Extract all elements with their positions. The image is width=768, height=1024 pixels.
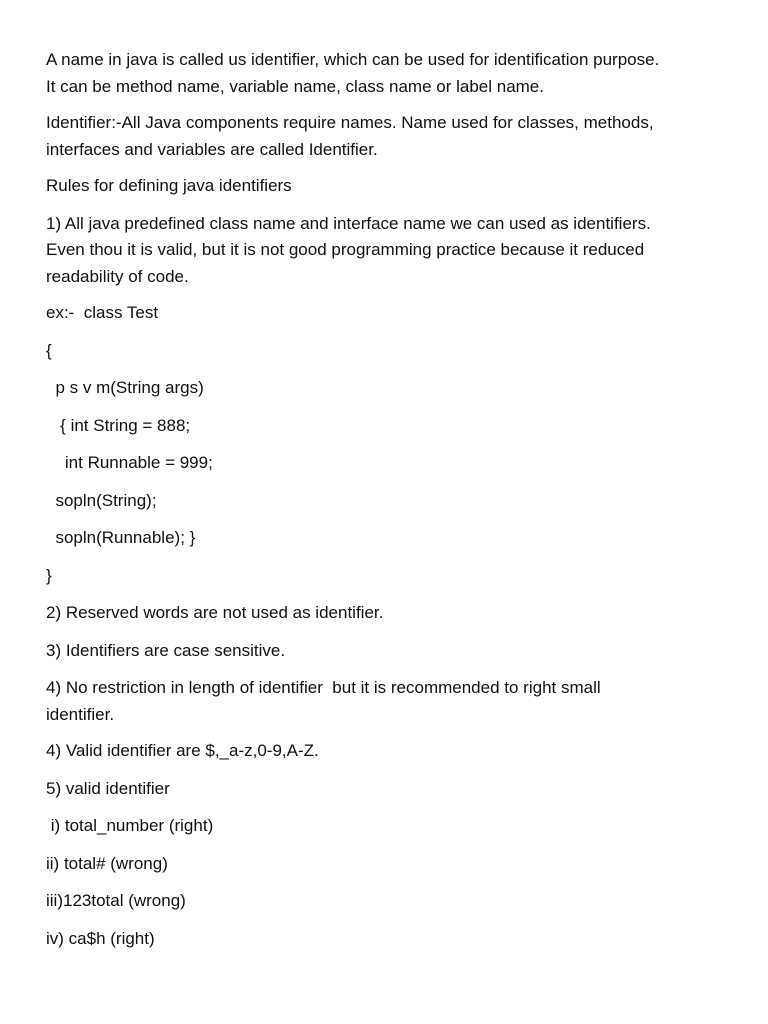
rule-2: 2) Reserved words are not used as identifier. (46, 603, 384, 622)
rule-4-length: 4) No restriction in length of identifier but it is recommended to right small identifier. (46, 678, 601, 724)
code-line: { (46, 340, 52, 360)
example-item: ii) total# (wrong) (46, 853, 168, 873)
example-item: iii)123total (wrong) (46, 891, 186, 910)
identifier-examples (46, 813, 746, 952)
document-page (46, 47, 746, 963)
example-item: i) total_number (right) (46, 816, 214, 835)
code-line: int Runnable = 999; (46, 453, 213, 472)
rule-1: 1) All java predefined class name and interface name we can used as identifiers. Even thou it is valid, but it is not good programming practice because it reduced readability of code. (46, 213, 651, 286)
code-line: } (46, 565, 52, 585)
rules-heading: Rules for defining java identifiers (46, 176, 292, 195)
code-line: sopln(Runnable); } (46, 528, 196, 547)
code-line: sopln(String); (46, 490, 157, 510)
rule-4-valid-chars: 4) Valid identifier are $,_a-z,0-9,A-Z. (46, 741, 319, 760)
rule-3: 3) Identifiers are case sensitive. (46, 640, 286, 660)
code-line: ex:- class Test (46, 303, 159, 322)
code-example (46, 300, 746, 589)
code-line: { int String = 888; (46, 415, 191, 435)
intro-paragraph: A name in java is called us identifier, which can be used for identification purpose. It can be method name, variable name, class name or label name. (46, 50, 660, 96)
identifier-definition: Identifier:-All Java components require names. Name used for classes, methods, interfaces and variables are called Identifier. (46, 113, 654, 159)
rule-5: 5) valid identifier (46, 778, 170, 798)
example-item: iv) ca$h (right) (46, 928, 155, 948)
code-line: p s v m(String args) (46, 378, 204, 397)
